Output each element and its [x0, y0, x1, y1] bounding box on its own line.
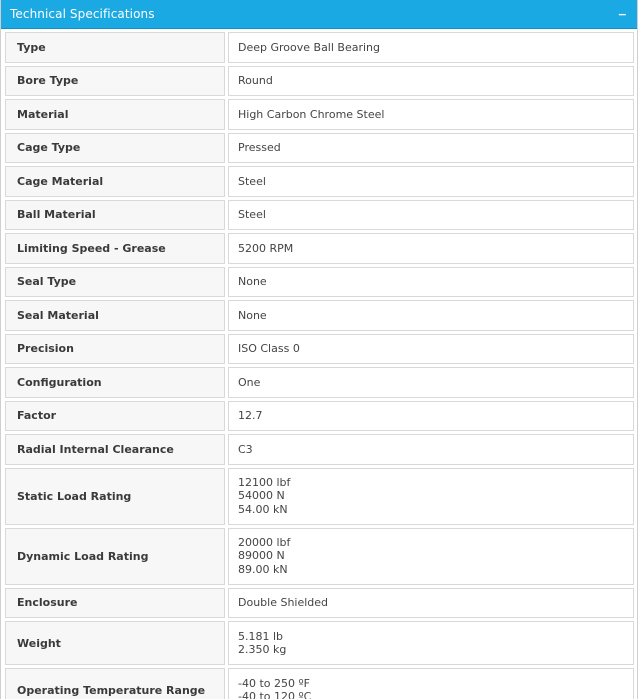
spec-row: [5, 166, 634, 197]
spec-row: [5, 32, 634, 63]
spec-value-line: Round: [238, 74, 273, 87]
spec-value: [228, 267, 634, 298]
spec-value-lines: [238, 677, 311, 699]
spec-value-line: 5.181 lb: [238, 629, 284, 643]
spec-value-lines: [238, 175, 266, 189]
spec-label: Static Load Rating: [5, 468, 225, 525]
spec-label: Dynamic Load Rating: [5, 528, 225, 585]
spec-label: Limiting Speed - Grease: [5, 233, 225, 264]
spec-value-lines: [238, 342, 300, 356]
spec-value: [228, 588, 634, 619]
spec-value-lines: [238, 108, 384, 122]
spec-value-line: 12.7: [238, 409, 263, 422]
spec-value-lines: [238, 630, 286, 657]
spec-value-line: 5200 RPM: [238, 241, 294, 255]
spec-label: Precision: [5, 334, 225, 365]
spec-value-line: 2.350 kg: [238, 643, 287, 656]
spec-row: [5, 300, 634, 331]
spec-row: [5, 621, 634, 665]
spec-row: [5, 233, 634, 264]
spec-label: Factor: [5, 401, 225, 432]
spec-value: [228, 668, 634, 699]
spec-value: [228, 401, 634, 432]
spec-value-lines: [238, 476, 290, 517]
spec-value-lines: [238, 208, 266, 222]
minus-icon[interactable]: −: [617, 7, 627, 21]
spec-label: Radial Internal Clearance: [5, 434, 225, 465]
spec-value: [228, 99, 634, 130]
spec-label: Seal Type: [5, 267, 225, 298]
spec-label: Type: [5, 32, 225, 63]
spec-label: Configuration: [5, 367, 225, 398]
spec-row: [5, 668, 634, 699]
spec-value-line: C3: [238, 442, 253, 456]
spec-label: Bore Type: [5, 66, 225, 97]
spec-row: [5, 200, 634, 231]
spec-label: Cage Material: [5, 166, 225, 197]
spec-row: [5, 334, 634, 365]
spec-value-line: None: [238, 308, 267, 322]
spec-row: [5, 367, 634, 398]
spec-value: [228, 166, 634, 197]
spec-row: [5, 133, 634, 164]
spec-label: Ball Material: [5, 200, 225, 231]
spec-value-lines: [238, 409, 263, 423]
spec-value-lines: [238, 74, 273, 88]
spec-value-line: 89000 N: [238, 549, 285, 563]
spec-row: [5, 267, 634, 298]
spec-label: Material: [5, 99, 225, 130]
spec-value-line: 20000 lbf: [238, 535, 291, 549]
spec-value-line: One: [238, 375, 261, 389]
spec-value-line: Deep Groove Ball Bearing: [238, 40, 381, 54]
spec-value-lines: [238, 376, 260, 390]
spec-value-lines: [238, 596, 328, 610]
spec-value-line: Pressed: [238, 141, 281, 154]
spec-row: [5, 401, 634, 432]
spec-value-line: ISO Class 0: [238, 342, 300, 355]
spec-label: Weight: [5, 621, 225, 665]
spec-value-line: Steel: [238, 174, 266, 188]
spec-value: [228, 434, 634, 465]
spec-value-line: None: [238, 275, 267, 288]
spec-value: [228, 528, 634, 585]
spec-value-lines: [238, 309, 267, 323]
spec-value-line: 54.00 kN: [238, 502, 288, 516]
spec-value-lines: [238, 443, 253, 457]
spec-value-line: -40 to 250 ºF: [238, 676, 311, 690]
spec-value-lines: [238, 41, 380, 55]
spec-value: [228, 367, 634, 398]
spec-row: [5, 99, 634, 130]
spec-value-line: 54000 N: [238, 489, 285, 503]
spec-row: [5, 434, 634, 465]
spec-value-line: 89.00 kN: [238, 562, 288, 576]
spec-value-line: Steel: [238, 208, 266, 221]
spec-label: Operating Temperature Range: [5, 668, 225, 699]
panel-header[interactable]: [1, 0, 637, 29]
spec-value-line: High Carbon Chrome Steel: [238, 107, 385, 121]
spec-value-lines: [238, 275, 267, 289]
spec-value-lines: [238, 536, 290, 577]
spec-row: [5, 468, 634, 525]
spec-value: [228, 66, 634, 97]
spec-label: Seal Material: [5, 300, 225, 331]
spec-value-line: Double Shielded: [238, 596, 329, 609]
spec-value-line: 12100 lbf: [238, 475, 291, 489]
spec-row: [5, 588, 634, 619]
spec-value: [228, 200, 634, 231]
spec-value: [228, 300, 634, 331]
spec-value: [228, 621, 634, 665]
spec-label: Enclosure: [5, 588, 225, 619]
spec-value: [228, 233, 634, 264]
spec-value: [228, 32, 634, 63]
spec-row: [5, 528, 634, 585]
panel-title: Technical Specifications: [10, 7, 155, 21]
spec-value-lines: [238, 242, 293, 256]
spec-value: [228, 133, 634, 164]
spec-value-line: -40 to 120 ºC: [238, 690, 312, 699]
spec-value: [228, 468, 634, 525]
spec-label: Cage Type: [5, 133, 225, 164]
spec-table: [1, 29, 637, 699]
spec-row: [5, 66, 634, 97]
spec-value: [228, 334, 634, 365]
spec-value-lines: [238, 141, 281, 155]
